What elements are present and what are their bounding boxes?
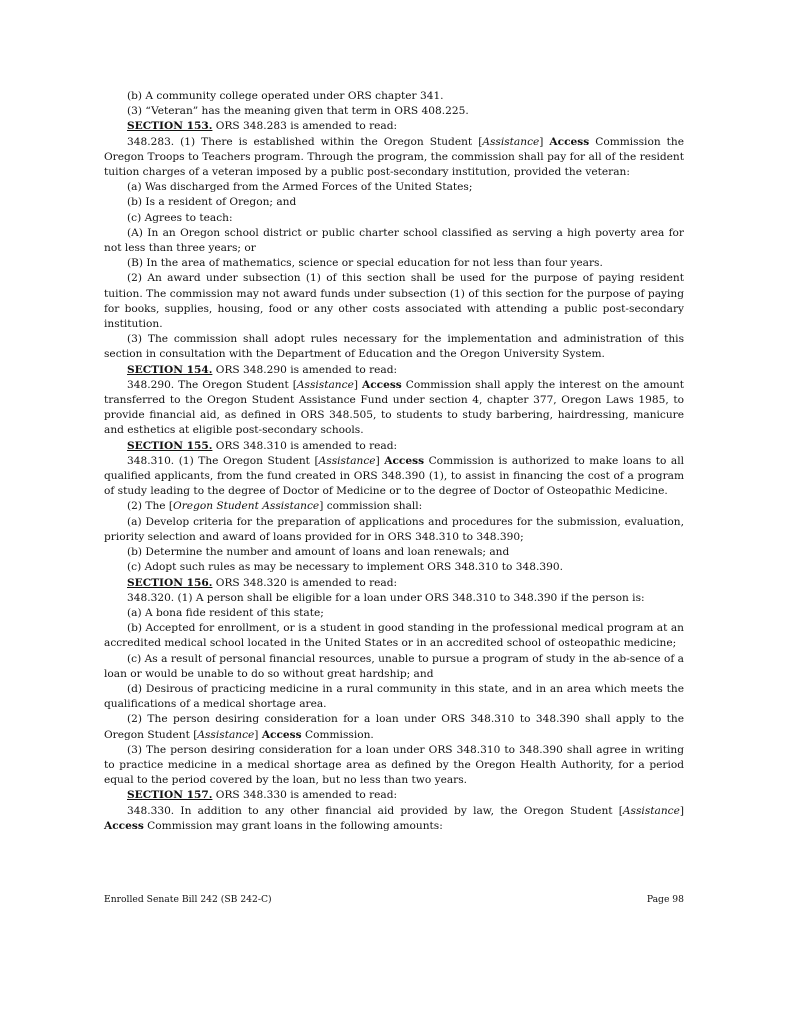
text-run: (3) The commission shall adopt rules necessary for the implementation and administration of this section in consultation with the Department of Education and the Oregon University System. [104,333,684,361]
text-run: ] [375,454,385,467]
text-run: Commission shall apply the interest on the amount transferred to the Oregon Student Assistance Fund under section 4, chapter 377, Oregon Laws 1985, to provide financial aid, as defined in ORS 348.505, to students to study barbering, hairdressing, manicure and esthetics at eligible post-secondary schools. [104,378,684,437]
text-run: (2) The person desiring consideration for a loan under ORS 348.310 to 348.390 shall apply to the Oregon Student [ [104,713,684,741]
text-run: Commission is authorized to make loans to all qualified applicants, from the fund created in ORS 348.390 (1), to assist in financing the cost of a program of study leading to the degree of Doctor of Medicine or to the degree of Doctor of Osteopathic Medicine. [104,454,685,498]
section-heading: SECTION 156. [127,576,213,589]
paragraph [104,545,684,560]
paragraph [104,180,684,195]
text-run: (b) Accepted for enrollment, or is a student in good standing in the professional medical program at an accredited medical school located in the United States or in an accredited school of osteopathic medicine; [104,622,684,650]
text-run: (d) Desirous of practicing medicine in a rural community in this state, and in an area which meets the qualifications of a medical shortage area. [104,682,684,711]
text-run: (a) Was discharged from the Armed Forces of the United States; [127,181,473,194]
paragraph [104,135,684,181]
paragraph [104,712,684,742]
paragraph [104,682,684,712]
text-run: (a) A bona fide resident of this state; [127,606,324,619]
text-run: Commission. [301,728,374,741]
section-heading: SECTION 153. [127,120,213,133]
paragraph [104,606,684,621]
paragraph [104,743,684,789]
text-run: ORS 348.310 is amended to read: [212,439,398,452]
italic-deleted-text: Assistance [318,454,376,467]
footer-page-number: Page 98 [646,894,684,905]
text-run: ORS 348.320 is amended to read: [212,576,398,589]
text-run: 348.290. The Oregon Student [ [127,378,297,391]
section-heading: SECTION 154. [127,363,213,376]
text-run: (b) Determine the number and amount of loans and loan renewals; and [127,546,510,559]
paragraph [104,119,684,134]
text-run: ] [679,804,684,817]
paragraph [104,89,684,104]
text-run: ORS 348.330 is amended to read: [212,789,398,802]
paragraph [104,499,684,514]
paragraph [104,256,684,271]
paragraph [104,211,684,226]
italic-deleted-text: Assistance [482,135,540,148]
italic-deleted-text: Oregon Student Assistance [173,500,320,513]
text-run: 348.330. In addition to any other financial aid provided by law, the Oregon Student [ [127,804,623,817]
section-heading: SECTION 155. [127,439,213,452]
paragraph [104,591,684,606]
bold-inserted-text: Access [104,819,144,832]
paragraph [104,271,684,332]
paragraph [104,621,684,651]
paragraph [104,454,684,500]
paragraph [104,788,684,803]
text-run: (c) Agrees to teach: [127,211,233,224]
text-run: 348.310. (1) The Oregon Student [ [127,454,319,467]
text-run: (2) An award under subsection (1) of this section shall be used for the purpose of paying resident tuition. The commission may not award funds under subsection (1) of this section for the purpose of paying for books, supplies, housing, food or any other costs associated with attending a public post-secondary institution. [104,272,684,331]
bold-inserted-text: Access [361,378,402,391]
text-run: ORS 348.283 is amended to read: [212,120,398,133]
text-run: ] [353,378,362,391]
paragraph [104,332,684,362]
text-run: (a) Develop criteria for the preparation of applications and procedures for the submission, evaluation, priority selection and award of loans provided for in ORS 348.310 to 348.390; [104,515,684,543]
bold-inserted-text: Access [261,728,302,741]
text-run: (2) The [ [127,500,174,513]
page-footer [104,894,684,905]
paragraph [104,515,684,545]
paragraph [104,576,684,591]
text-run: ] [539,135,550,148]
text-run: Commission the Oregon Troops to Teachers program. Through the program, the commission shall pay for all of the resident tuition charges of a veteran imposed by a public post-secondary institution, provided the veteran: [104,135,684,179]
italic-deleted-text: Assistance [197,728,255,741]
paragraph [104,363,684,378]
paragraph [104,378,684,439]
paragraph [104,560,684,575]
text-run: 348.283. (1) There is established within the Oregon Student [ [127,135,483,148]
text-run: Commission may grant loans in the following amounts: [143,819,443,832]
paragraph [104,652,684,682]
paragraph [104,226,684,256]
section-heading: SECTION 157. [127,789,213,802]
text-run: (3) The person desiring consideration for a loan under ORS 348.310 to 348.390 shall agree in writing to practice medicine in a medical shortage area as defined by the Oregon Health Authority, for a period equal to the period covered by the loan, but no less than two years. [104,743,684,787]
text-run: (A) In an Oregon school district or public charter school classified as serving a high poverty area for not less than three years; or [104,226,684,255]
text-run: (3) “Veteran” has the meaning given that term in ORS 408.225. [127,105,469,118]
text-run: (b) Is a resident of Oregon; and [127,196,297,209]
paragraph [104,104,684,119]
bold-inserted-text: Access [384,454,425,467]
text-run: 348.320. (1) A person shall be eligible for a loan under ORS 348.310 to 348.390 if the person is: [127,591,645,604]
italic-deleted-text: Assistance [296,378,354,391]
paragraph [104,439,684,454]
text-run: (c) As a result of personal financial resources, unable to pursue a program of study in the ab-sence of a loan or would be unable to do so without great hardship; and [104,652,684,680]
footer-bill-title: Enrolled Senate Bill 242 (SB 242-C) [104,894,272,905]
paragraph [104,195,684,210]
text-run: ORS 348.290 is amended to read: [212,363,398,376]
document-page [104,89,684,834]
text-run: (B) In the area of mathematics, science or special education for not less than four years. [127,257,603,270]
paragraph [104,804,684,834]
text-run: (b) A community college operated under ORS chapter 341. [127,90,444,102]
text-run: ] [254,728,262,741]
italic-deleted-text: Assistance [622,804,680,817]
text-run: (c) Adopt such rules as may be necessary to implement ORS 348.310 to 348.390. [127,561,563,574]
text-run: ] commission shall: [319,500,423,513]
bold-inserted-text: Access [549,135,590,148]
